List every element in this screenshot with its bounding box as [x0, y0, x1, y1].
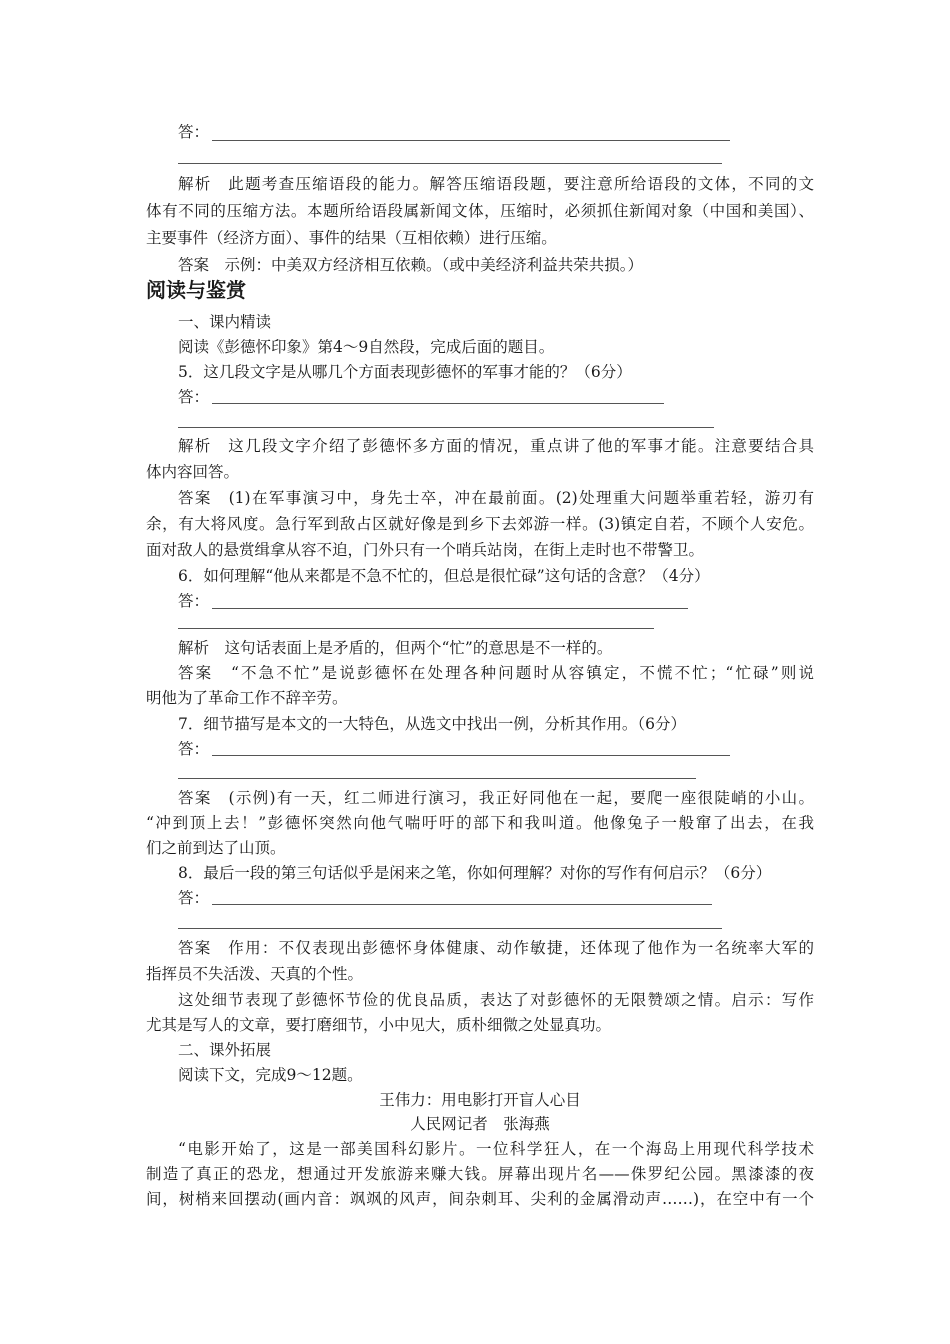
answer-blank-line	[212, 140, 730, 141]
answer-label: 答：	[178, 592, 210, 610]
analysis-paragraph: 解析 这句话表面上是矛盾的，但两个“忙”的意思是不一样的。	[178, 639, 613, 657]
answer-blank-line	[178, 163, 722, 164]
paragraph-line: 明他为了革命工作不辞辛劳。	[146, 689, 348, 707]
subsection-title: 一、课内精读	[178, 313, 272, 331]
article-title: 王伟力：用电影打开盲人心目	[379, 1091, 581, 1109]
article-paragraph: “电影开始了，这是一部美国科幻影片。一位科学狂人，在一个海岛上用现代科学技术	[178, 1140, 814, 1158]
answer-blank-line	[178, 628, 654, 629]
reading-instruction: 阅读《彭德怀印象》第4～9自然段，完成后面的题目。	[178, 338, 555, 356]
paragraph-line: 余，有大将风度。急行军到敌占区就好像是到乡下去郊游一样。(3)镇定自若，不顾个人安危。	[146, 515, 814, 533]
paragraph-line: 体有不同的压缩方法。本题所给语段属新闻文体，压缩时，必须抓住新闻对象（中国和美国）、	[146, 202, 814, 220]
question-7: 7．细节描写是本文的一大特色，从选文中找出一例，分析其作用。（6分）	[178, 715, 686, 733]
paragraph-line: 指挥员不失活泼、天真的个性。	[146, 965, 364, 983]
answer-blank-line	[178, 778, 696, 779]
answer-paragraph: 答案 示例：中美双方经济相互依赖。（或中美经济利益共荣共损。）	[178, 256, 644, 274]
answer-paragraph: 答案 作用：不仅表现出彭德怀身体健康、动作敏捷，还体现了他作为一名统率大军的	[178, 939, 814, 957]
answer-paragraph: 答案 “不急不忙”是说彭德怀在处理各种问题时从容镇定，不慌不忙；“忙碌”则说	[178, 664, 814, 682]
answer-label: 答：	[178, 123, 210, 141]
reading-instruction: 阅读下文，完成9～12题。	[178, 1066, 363, 1084]
paragraph-line: 间，树梢来回摆动(画内音：飒飒的风声，间杂刺耳、尖利的金属滑动声……)，在空中有一个	[146, 1190, 814, 1208]
answer-blank-line	[212, 403, 664, 404]
paragraph-line: “冲到顶上去！”彭德怀突然向他气喘吁吁的部下和我叫道。他像兔子一般窜了出去，在我	[146, 814, 814, 832]
section-heading: 阅读与鉴赏	[146, 278, 246, 302]
answer-label: 答：	[178, 889, 210, 907]
answer-paragraph: 答案 (示例)有一天，红二师进行演习，我正好同他在一起，要爬一座很陡峭的小山。	[178, 789, 814, 807]
answer-blank-line	[212, 755, 730, 756]
paragraph-line: 面对敌人的悬赏缉拿从容不迫，门外只有一个哨兵站岗，在街上走时也不带警卫。	[146, 541, 705, 559]
analysis-paragraph: 解析 这几段文字介绍了彭德怀多方面的情况，重点讲了他的军事才能。注意要结合具	[178, 437, 814, 455]
article-byline: 人民网记者 张海燕	[410, 1115, 550, 1133]
answer-paragraph: 答案 (1)在军事演习中，身先士卒，冲在最前面。(2)处理重大问题举重若轻，游刃有	[178, 489, 814, 507]
question-8: 8．最后一段的第三句话似乎是闲来之笔，你如何理解？对你的写作有何启示？（6分）	[178, 864, 772, 882]
question-5: 5．这几段文字是从哪几个方面表现彭德怀的军事才能的？（6分）	[178, 363, 632, 381]
subsection-title: 二、课外拓展	[178, 1041, 272, 1059]
answer-blank-line	[212, 608, 688, 609]
paragraph-line: 这处细节表现了彭德怀节俭的优良品质，表达了对彭德怀的无限赞颂之情。启示：写作	[178, 991, 814, 1009]
paragraph-line: 尤其是写人的文章，要打磨细节，小中见大，质朴细微之处显真功。	[146, 1016, 612, 1034]
answer-blank-line	[212, 904, 712, 905]
answer-blank-line	[178, 928, 722, 929]
analysis-paragraph: 解析 此题考查压缩语段的能力。解答压缩语段题，要注意所给语段的文体，不同的文	[178, 175, 814, 193]
paragraph-line: 们之前到达了山顶。	[146, 839, 286, 857]
paragraph-line: 制造了真正的恐龙，想通过开发旅游来赚大钱。屏幕出现片名——侏罗纪公园。黑漆漆的夜	[146, 1165, 814, 1183]
paragraph-line: 体内容回答。	[146, 463, 240, 481]
answer-label: 答：	[178, 388, 210, 406]
question-6: 6．如何理解“他从来都是不急不忙的，但总是很忙碌”这句话的含意？（4分）	[178, 567, 710, 585]
answer-blank-line	[178, 427, 714, 428]
paragraph-line: 主要事件（经济方面）、事件的结果（互相依赖）进行压缩。	[146, 229, 557, 247]
answer-label: 答：	[178, 740, 210, 758]
